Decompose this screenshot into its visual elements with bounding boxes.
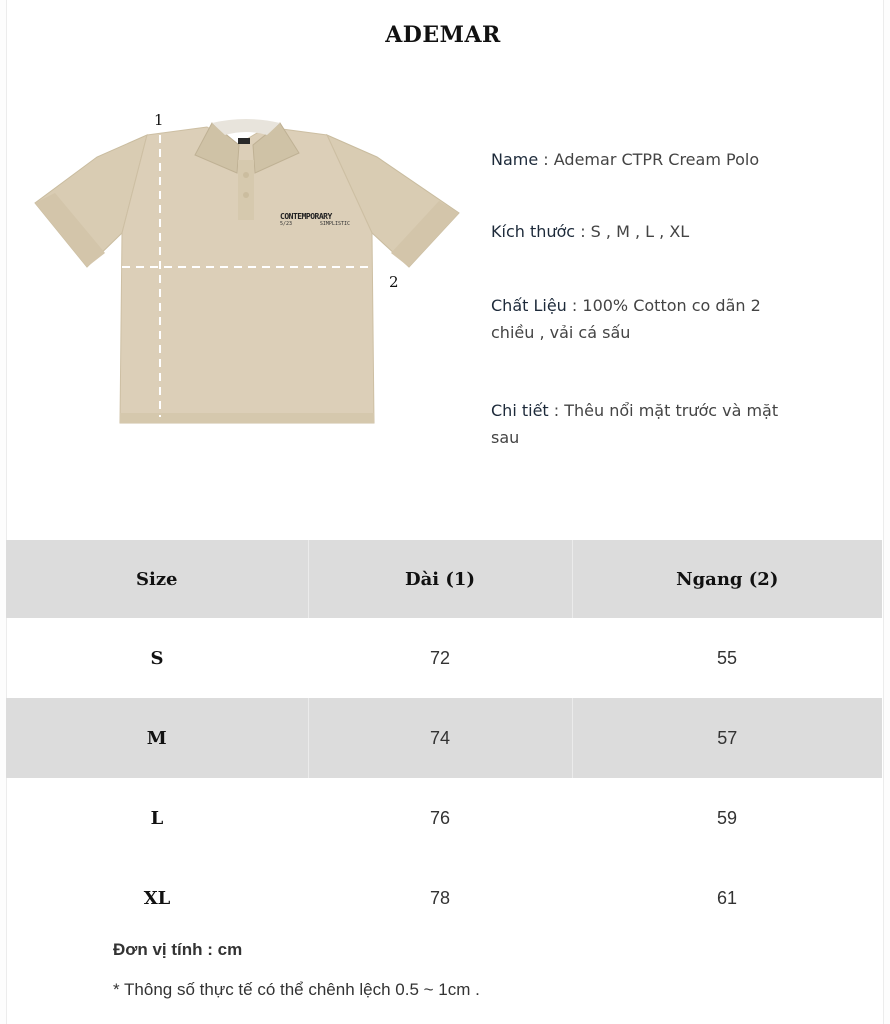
cell-width: 55 [716,647,738,668]
spec-detail: Chi tiết : Thêu nổi mặt trước và mặt sau [491,401,779,447]
spec-material: Chất Liệu : 100% Cotton co dãn 2 chiều , vải cá sấu [491,296,761,342]
spec-size: Kích thước : S , M , L , XL [491,222,690,241]
button-bottom [243,192,249,198]
polo-shirt-illustration [27,105,467,435]
spec-size-label: Kích thước [491,222,576,241]
cell-length: 78 [429,887,451,908]
chest-print-sub-left: 5/23 [280,221,293,227]
table-row [6,778,882,858]
cell-size: M [6,698,308,778]
cell-size: S [150,647,164,669]
spec-name-value: Ademar CTPR Cream Polo [553,150,760,169]
neck-label [238,138,250,144]
cell-size: L [150,807,164,829]
unit-note: Đơn vị tính : cm [113,940,243,959]
spec-name-label: Name [491,150,539,169]
cell-length: 76 [429,807,451,828]
button-top [243,172,249,178]
hem-band [120,413,374,423]
size-chart-table [6,540,882,938]
header-width: Ngang (2) [572,540,882,618]
spec-detail-value: Thêu nổi mặt trước và mặt sau [491,401,779,447]
table-row [6,698,882,778]
cell-length: 74 [308,698,572,778]
placket [238,160,254,220]
cell-width: 61 [716,887,738,908]
spec-detail-label: Chi tiết [491,401,549,420]
tolerance-note: * Thông số thực tế có thể chênh lệch 0.5 ~ 1cm . [113,980,480,999]
product-figure [27,105,467,435]
spec-name: Name : Ademar CTPR Cream Polo [491,150,760,169]
spec-material-value: 100% Cotton co dãn 2 chiều , vải cá sấu [491,296,761,342]
chest-print-sub [280,221,350,227]
spec-material-label: Chất Liệu [491,296,567,315]
cell-width: 57 [572,698,882,778]
table-header-row [6,540,882,618]
table-row [6,618,882,698]
table-row [6,858,882,938]
chest-print-sub-right: SIMPLISTIC [319,221,350,227]
header-length: Dài (1) [308,540,572,618]
measure-label-length: 1 [154,111,164,129]
chest-print-main: CONTEMPORARY [280,212,332,221]
cell-length: 72 [429,647,451,668]
brand-title: ADEMAR [385,22,501,48]
cell-width: 59 [716,807,738,828]
header-size: Size [6,540,308,618]
cell-size: XL [143,887,171,909]
measure-label-width: 2 [389,273,399,291]
spec-size-value: S , M , L , XL [590,222,690,241]
